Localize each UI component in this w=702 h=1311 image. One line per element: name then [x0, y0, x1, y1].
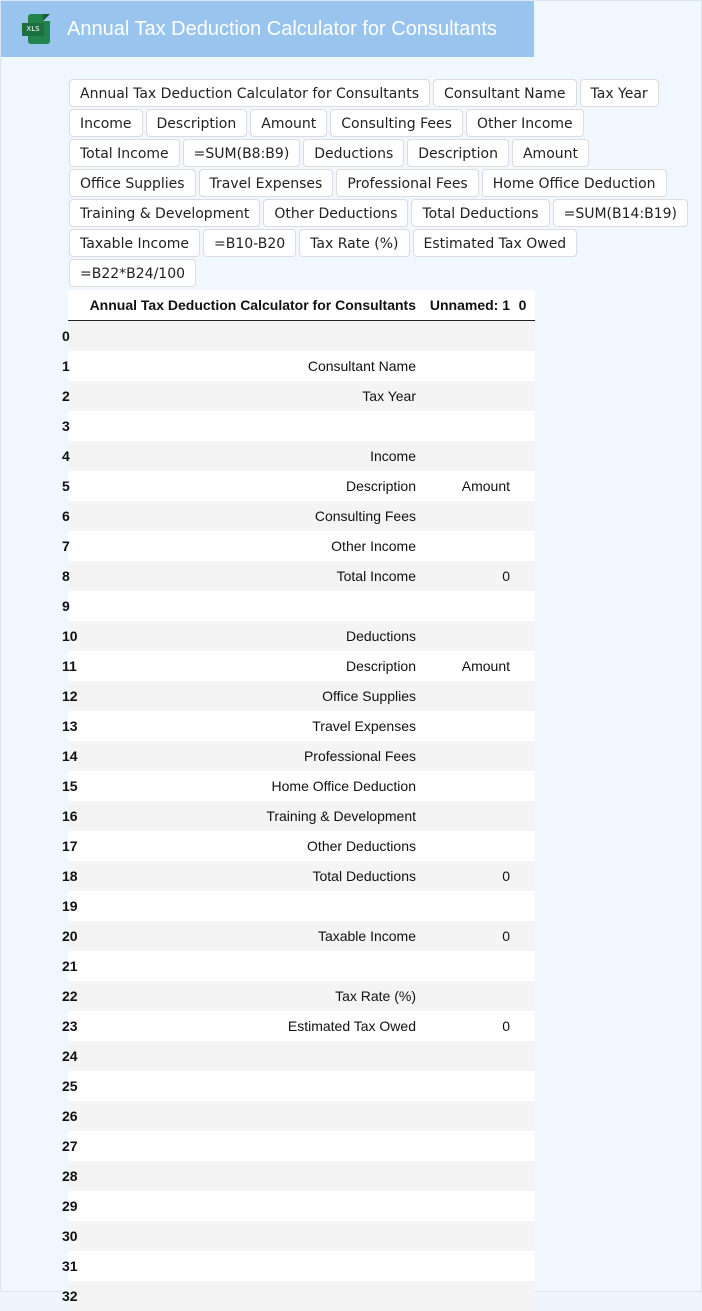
cell-zero-column — [510, 471, 535, 501]
cell-zero-column — [510, 1161, 535, 1191]
cell-chip[interactable]: Tax Year — [580, 79, 659, 107]
cell-zero-column — [510, 981, 535, 1011]
cell-title-column — [72, 1071, 416, 1101]
cell-unnamed-1 — [416, 1131, 510, 1161]
cell-chip[interactable]: Office Supplies — [69, 169, 196, 197]
cell-chip[interactable]: Annual Tax Deduction Calculator for Consultants — [69, 79, 430, 107]
cell-title-column: Description — [72, 471, 416, 501]
row-index-label: 26 — [62, 1108, 78, 1124]
cell-unnamed-1: Amount — [416, 651, 510, 681]
table-row — [68, 831, 535, 861]
row-index-label: 0 — [62, 328, 70, 344]
table-row — [68, 1191, 535, 1221]
cell-unnamed-1 — [416, 1221, 510, 1251]
cell-title-column: Office Supplies — [72, 681, 416, 711]
cell-chip[interactable]: Consultant Name — [433, 79, 576, 107]
table-row — [68, 921, 535, 951]
cell-title-column: Home Office Deduction — [72, 771, 416, 801]
row-index-label: 11 — [62, 658, 77, 674]
cell-unnamed-1 — [416, 801, 510, 831]
table-row — [68, 1281, 535, 1311]
row-index-label: 3 — [62, 418, 70, 434]
cell-chip-list — [69, 79, 689, 287]
row-index-label: 14 — [62, 748, 78, 764]
cell-title-column: Professional Fees — [72, 741, 416, 771]
row-index-label: 6 — [62, 508, 70, 524]
row-index-label: 24 — [62, 1048, 78, 1064]
cell-title-column: Training & Development — [72, 801, 416, 831]
cell-chip[interactable]: Description — [146, 109, 248, 137]
row-index-label: 25 — [62, 1078, 78, 1094]
cell-unnamed-1 — [416, 831, 510, 861]
cell-title-column — [72, 1131, 416, 1161]
cell-zero-column — [510, 651, 535, 681]
cell-chip[interactable]: Estimated Tax Owed — [413, 229, 578, 257]
cell-unnamed-1 — [416, 1071, 510, 1101]
cell-title-column: Consultant Name — [72, 351, 416, 381]
cell-unnamed-1: 0 — [416, 561, 510, 591]
row-index-label: 5 — [62, 478, 70, 494]
row-index-label: 2 — [62, 388, 70, 404]
row-index-label: 18 — [62, 868, 78, 884]
xls-file-icon — [22, 14, 50, 44]
cell-chip[interactable]: Consulting Fees — [330, 109, 463, 137]
cell-chip[interactable]: Total Deductions — [411, 199, 549, 227]
table-row — [68, 951, 535, 981]
table-row — [68, 1161, 535, 1191]
cell-zero-column — [510, 1131, 535, 1161]
cell-zero-column — [510, 381, 535, 411]
table-row — [68, 381, 535, 411]
cell-title-column: Tax Rate (%) — [72, 981, 416, 1011]
cell-unnamed-1 — [416, 381, 510, 411]
cell-zero-column — [510, 891, 535, 921]
table-row — [68, 1251, 535, 1281]
cell-zero-column — [510, 1281, 535, 1311]
row-index-label: 20 — [62, 928, 78, 944]
table-row — [68, 621, 535, 651]
cell-unnamed-1 — [416, 951, 510, 981]
cell-unnamed-1 — [416, 1101, 510, 1131]
cell-chip[interactable]: Description — [407, 139, 509, 167]
cell-zero-column — [510, 531, 535, 561]
cell-unnamed-1 — [416, 1251, 510, 1281]
cell-unnamed-1 — [416, 321, 510, 352]
cell-unnamed-1 — [416, 411, 510, 441]
cell-zero-column — [510, 741, 535, 771]
row-index-label: 13 — [62, 718, 78, 734]
cell-title-column — [72, 321, 416, 352]
row-index-label: 31 — [62, 1258, 78, 1274]
table-row — [68, 711, 535, 741]
cell-chip[interactable]: =SUM(B8:B9) — [183, 139, 301, 167]
table-row — [68, 1041, 535, 1071]
cell-zero-column — [510, 501, 535, 531]
cell-zero-column — [510, 1011, 535, 1041]
table-row — [68, 741, 535, 771]
table-row — [68, 801, 535, 831]
table-row — [68, 561, 535, 591]
table-row — [68, 771, 535, 801]
row-index-label: 23 — [62, 1018, 78, 1034]
cell-title-column — [72, 1041, 416, 1071]
row-index-label: 21 — [62, 958, 78, 974]
table-row — [68, 1221, 535, 1251]
table-row — [68, 501, 535, 531]
cell-zero-column — [510, 801, 535, 831]
table-row — [68, 411, 535, 441]
table-row — [68, 1071, 535, 1101]
cell-title-column: Other Deductions — [72, 831, 416, 861]
row-index-label: 30 — [62, 1228, 78, 1244]
row-index-label: 15 — [62, 778, 78, 794]
column-header-unnamed-1: Unnamed: 1 — [416, 290, 510, 321]
cell-unnamed-1 — [416, 741, 510, 771]
cell-title-column — [72, 951, 416, 981]
cell-chip[interactable]: Income — [69, 109, 143, 137]
cell-zero-column — [510, 861, 535, 891]
cell-unnamed-1 — [416, 1191, 510, 1221]
cell-title-column: Estimated Tax Owed — [72, 1011, 416, 1041]
cell-unnamed-1 — [416, 1281, 510, 1311]
row-index-label: 32 — [62, 1288, 78, 1304]
cell-unnamed-1 — [416, 891, 510, 921]
cell-title-column: Travel Expenses — [72, 711, 416, 741]
cell-title-column: Taxable Income — [72, 921, 416, 951]
row-index-label: 19 — [62, 898, 78, 914]
table-row — [68, 1011, 535, 1041]
cell-chip[interactable]: Tax Rate (%) — [299, 229, 409, 257]
cell-chip[interactable]: Travel Expenses — [199, 169, 334, 197]
row-index-label: 28 — [62, 1168, 78, 1184]
row-index-label: 10 — [62, 628, 78, 644]
row-index-label: 12 — [62, 688, 78, 704]
cell-chip[interactable]: Other Deductions — [263, 199, 408, 227]
cell-unnamed-1: 0 — [416, 861, 510, 891]
cell-unnamed-1 — [416, 531, 510, 561]
cell-zero-column — [510, 1191, 535, 1221]
cell-title-column — [72, 1101, 416, 1131]
cell-title-column: Income — [72, 441, 416, 471]
table-row — [68, 651, 535, 681]
cell-zero-column — [510, 711, 535, 741]
row-index-label: 9 — [62, 598, 70, 614]
cell-unnamed-1 — [416, 1161, 510, 1191]
cell-zero-column — [510, 1221, 535, 1251]
cell-zero-column — [510, 1101, 535, 1131]
cell-chip[interactable]: Total Income — [69, 139, 180, 167]
app-header — [1, 1, 534, 57]
cell-title-column: Tax Year — [72, 381, 416, 411]
cell-title-column — [72, 411, 416, 441]
table-row — [68, 1101, 535, 1131]
cell-zero-column — [510, 1251, 535, 1281]
cell-zero-column — [510, 621, 535, 651]
table-body — [68, 321, 535, 1311]
cell-title-column: Total Income — [72, 561, 416, 591]
cell-chip[interactable]: Amount — [512, 139, 589, 167]
cell-unnamed-1 — [416, 771, 510, 801]
table-row — [68, 471, 535, 501]
cell-chip[interactable]: Professional Fees — [336, 169, 478, 197]
cell-zero-column — [510, 411, 535, 441]
cell-zero-column — [510, 351, 535, 381]
cell-unnamed-1 — [416, 591, 510, 621]
cell-zero-column — [510, 771, 535, 801]
cell-zero-column — [510, 831, 535, 861]
cell-title-column — [72, 891, 416, 921]
cell-unnamed-1: 0 — [416, 921, 510, 951]
table-row — [68, 981, 535, 1011]
table-row — [68, 681, 535, 711]
cell-chip[interactable]: Deductions — [303, 139, 404, 167]
table-row — [68, 1131, 535, 1161]
cell-zero-column — [510, 1041, 535, 1071]
cell-zero-column — [510, 591, 535, 621]
cell-title-column — [72, 591, 416, 621]
cell-zero-column — [510, 441, 535, 471]
row-index-label: 29 — [62, 1198, 78, 1214]
cell-title-column: Total Deductions — [72, 861, 416, 891]
cell-unnamed-1 — [416, 621, 510, 651]
cell-chip[interactable]: Other Income — [466, 109, 584, 137]
table-row — [68, 591, 535, 621]
cell-title-column — [72, 1191, 416, 1221]
cell-zero-column — [510, 951, 535, 981]
row-index-label: 4 — [62, 448, 70, 464]
page-title: Annual Tax Deduction Calculator for Consultants — [67, 18, 497, 41]
xls-icon-label: XLS — [22, 23, 44, 36]
cell-title-column: Deductions — [72, 621, 416, 651]
column-header-title: Annual Tax Deduction Calculator for Consultants — [72, 290, 416, 321]
cell-unnamed-1 — [416, 681, 510, 711]
row-index-label: 1 — [62, 358, 70, 374]
cell-title-column: Consulting Fees — [72, 501, 416, 531]
cell-chip[interactable]: =B10-B20 — [203, 229, 296, 257]
row-index-label: 16 — [62, 808, 78, 824]
table-row — [68, 321, 535, 352]
cell-chip[interactable]: =SUM(B14:B19) — [553, 199, 688, 227]
cell-unnamed-1: Amount — [416, 471, 510, 501]
cell-title-column — [72, 1221, 416, 1251]
cell-title-column — [72, 1251, 416, 1281]
row-index-label: 22 — [62, 988, 78, 1004]
cell-chip[interactable]: Training & Development — [69, 199, 260, 227]
row-index-label: 8 — [62, 568, 70, 584]
cell-zero-column — [510, 1071, 535, 1101]
table-row — [68, 531, 535, 561]
cell-zero-column — [510, 921, 535, 951]
cell-unnamed-1 — [416, 981, 510, 1011]
cell-title-column — [72, 1161, 416, 1191]
cell-title-column — [72, 1281, 416, 1311]
cell-zero-column — [510, 681, 535, 711]
cell-title-column: Description — [72, 651, 416, 681]
table-header-row — [68, 290, 535, 321]
cell-unnamed-1: 0 — [416, 1011, 510, 1041]
table-row — [68, 441, 535, 471]
sheet-table-container[interactable] — [68, 290, 535, 1292]
cell-zero-column — [510, 321, 535, 352]
cell-unnamed-1 — [416, 711, 510, 741]
table-row — [68, 351, 535, 381]
table-row — [68, 861, 535, 891]
table-row — [68, 891, 535, 921]
cell-chip[interactable]: Home Office Deduction — [482, 169, 667, 197]
cell-unnamed-1 — [416, 501, 510, 531]
row-index-label: 7 — [62, 538, 70, 554]
sheet-table — [68, 290, 535, 1311]
cell-zero-column — [510, 561, 535, 591]
cell-chip[interactable]: Taxable Income — [69, 229, 200, 257]
column-header-0: 0 — [510, 290, 535, 321]
cell-unnamed-1 — [416, 441, 510, 471]
cell-unnamed-1 — [416, 1041, 510, 1071]
cell-chip[interactable]: Amount — [250, 109, 327, 137]
row-index-label: 27 — [62, 1138, 78, 1154]
row-index-label: 17 — [62, 838, 78, 854]
cell-title-column: Other Income — [72, 531, 416, 561]
cell-unnamed-1 — [416, 351, 510, 381]
cell-chip[interactable]: =B22*B24/100 — [69, 259, 196, 287]
